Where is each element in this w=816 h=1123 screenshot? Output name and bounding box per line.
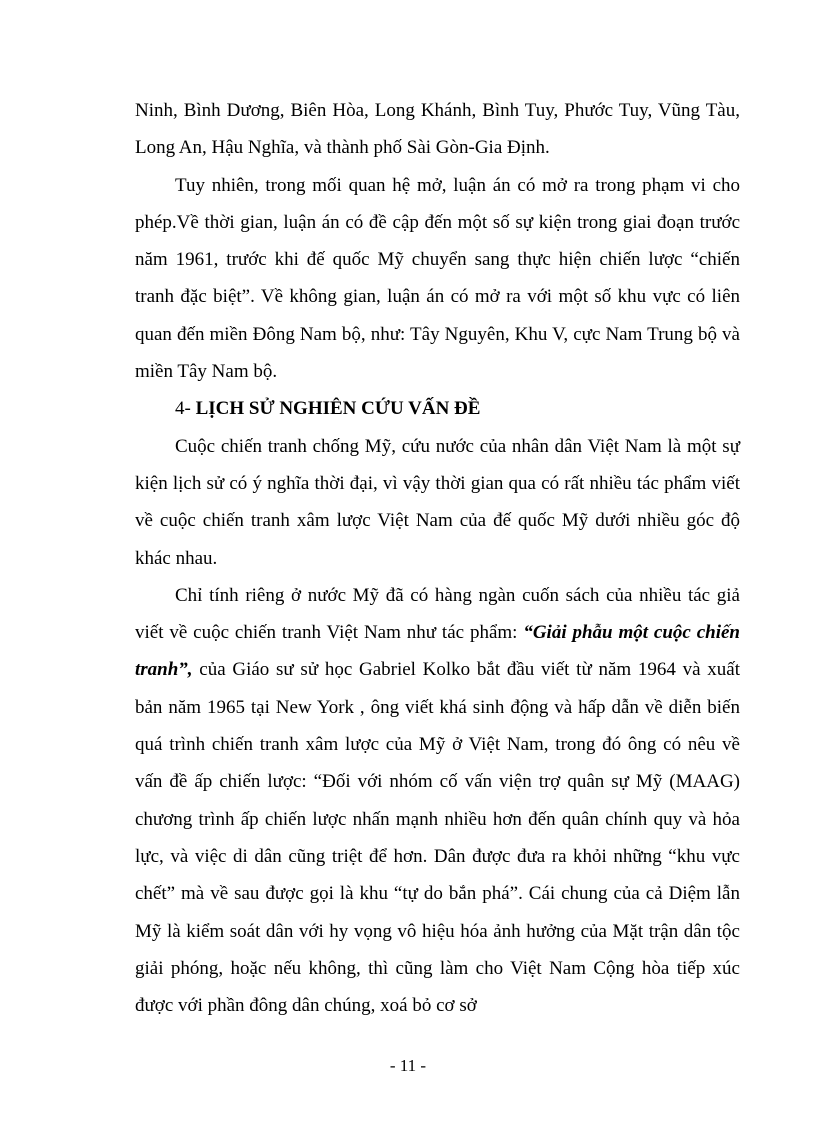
book-title: “Giải phẫu một cuộc chiến tranh”, xyxy=(135,622,740,681)
heading-number: 4- xyxy=(175,398,191,420)
heading-title: LỊCH SỬ NGHIÊN CỨU VẤN ĐỀ xyxy=(195,398,481,420)
section-heading xyxy=(135,390,740,427)
kolko-rest: của Giáo sư sử học Gabriel Kolko bắt đầu viết từ năm 1964 và xuất bản năm 1965 tại New York , ông viết khá sinh động và hấp dẫn về diễn biến quá trình chiến tranh xâm lược của Mỹ ở Việt Nam, trong đó ông có nêu về vấn đề ấp chiến lược: “Đối với nhóm cố vấn viện trợ quân sự Mỹ (MAAG) chương trình ấp chiến lược nhấn mạnh nhiều hơn đến quân chính quy và hỏa lực, và việc di dân cũng triệt để hơn. Dân được đưa ra khỏi những “khu vực chết” mà về sau được gọi là khu “tự do bắn phá”. Cái chung của cả Diệm lẫn Mỹ là kiểm soát dân với hy vọng vô hiệu hóa ảnh hưởng của Mặt trận dân tộc giải phóng, hoặc nếu không, thì cũng làm cho Việt Nam Cộng hòa tiếp xúc được với phần đông dân chúng, xoá bỏ cơ sở xyxy=(135,659,740,1017)
body-text xyxy=(135,92,740,1024)
kolko-intro: Chỉ tính riêng ở nước Mỹ đã có hàng ngàn cuốn sách của nhiều tác giả viết về cuộc chiến tranh Việt Nam như tác phẩm: xyxy=(135,584,740,644)
page-number: - 11 - xyxy=(389,1056,427,1075)
paragraph-continued: Ninh, Bình Dương, Biên Hòa, Long Khánh, Bình Tuy, Phước Tuy, Vũng Tàu, Long An, Hậu Nghĩa, và thành phố Sài Gòn-Gia Định. xyxy=(135,100,740,159)
paragraph-kolko xyxy=(135,577,740,1025)
paragraph-history: Cuộc chiến tranh chống Mỹ, cứu nước của nhân dân Việt Nam là một sự kiện lịch sử có ý nghĩa thời đại, vì vậy thời gian qua có rất nhiều tác phẩm viết về cuộc chiến tranh xâm lược Việt Nam của đế quốc Mỹ dưới nhiều góc độ khác nhau. xyxy=(135,435,740,569)
paragraph-scope: Tuy nhiên, trong mối quan hệ mở, luận án có mở ra trong phạm vi cho phép.Về thời gian, luận án có đề cập đến một số sự kiện trong giai đoạn trước năm 1961, trước khi đế quốc Mỹ chuyển sang thực hiện chiến lược “chiến tranh đặc biệt”. Về không gian, luận án có mở ra với một số khu vực có liên quan đến miền Đông Nam bộ, như: Tây Nguyên, Khu V, cực Nam Trung bộ và miền Tây Nam bộ. xyxy=(135,174,740,383)
